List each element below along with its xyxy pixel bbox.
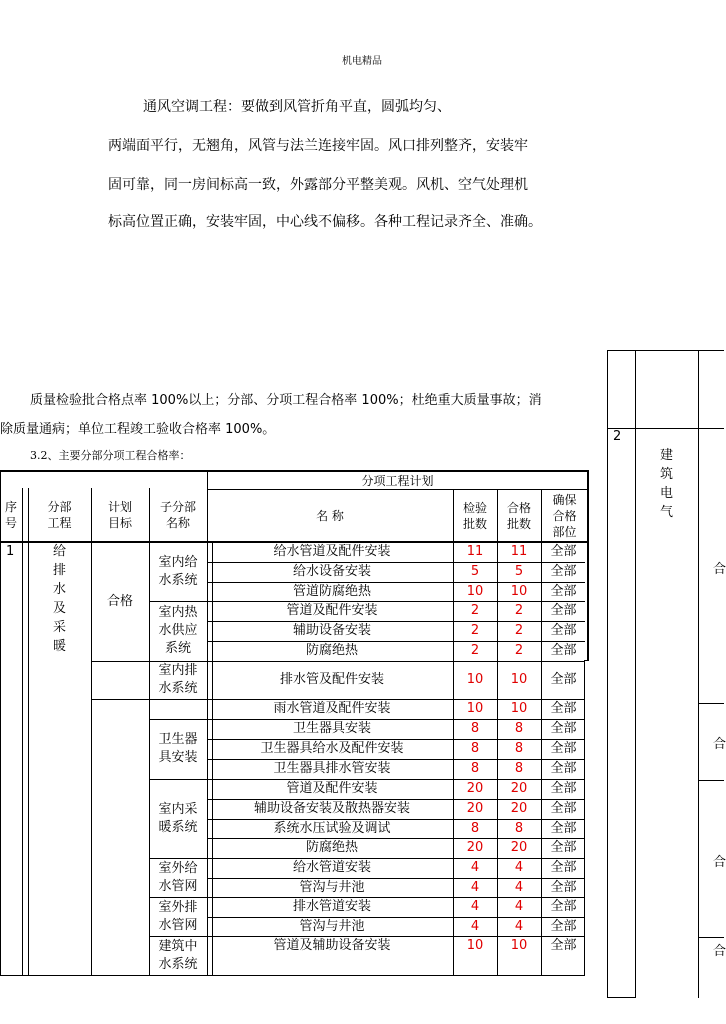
table-line: [207, 699, 585, 700]
cell-pass: 10: [510, 701, 528, 716]
cell-name: 给水设备安装: [292, 564, 371, 579]
header-seq: 序号: [4, 500, 17, 530]
header-target: 计划目标: [107, 500, 132, 530]
cell-ensure: 全部: [550, 603, 577, 618]
cell-pass: 10: [510, 672, 528, 687]
subdivision-cell: 室外给水管网: [158, 860, 198, 894]
table-line: [91, 661, 149, 662]
cell-pass: 20: [510, 801, 528, 816]
rt-border: [607, 350, 608, 998]
intro-line: 固可靠，同一房间标高一致，外露部分平整美观。风机、空气处理机: [108, 177, 528, 193]
cell-ensure: 全部: [550, 918, 577, 934]
cell-inspect: 10: [466, 938, 484, 953]
cell-pass: 20: [510, 781, 528, 796]
table-line: [207, 838, 585, 839]
table-line: [207, 759, 585, 760]
cell-inspect: 20: [466, 801, 484, 816]
cell-ensure: 全部: [550, 672, 577, 687]
cell-pass: 10: [510, 938, 528, 953]
page-header: 机电精品: [342, 56, 382, 67]
rt-border: [607, 350, 724, 351]
cell-inspect: 5: [470, 564, 480, 579]
table-line: [28, 488, 29, 976]
cell-inspect: 10: [466, 672, 484, 687]
cell-ensure: 全部: [550, 761, 577, 776]
cell-inspect: 4: [470, 860, 480, 875]
cell-pass: 2: [514, 643, 524, 658]
table-line: [22, 488, 23, 976]
table-line: [212, 542, 213, 976]
cell-ensure: 全部: [550, 623, 577, 638]
cell-inspect: 8: [470, 721, 480, 736]
intro-line: 通风空调工程：要做到风管折角平直，圆弧均匀、: [143, 99, 451, 115]
row-seq: 1: [6, 544, 15, 559]
header-plan-group: 分项工程计划: [361, 474, 434, 488]
cell-inspect: 2: [470, 603, 480, 618]
cell-inspect: 4: [470, 899, 480, 914]
cell-name: 系统水压试验及调试: [273, 820, 391, 836]
subdivision-cell: 室内给水系统: [158, 554, 198, 588]
table-line: [149, 858, 207, 859]
rt-division: 建筑电气: [660, 448, 674, 520]
cell-ensure: 全部: [550, 860, 577, 875]
cell-name: 防腐绝热: [305, 643, 358, 658]
subdivision-cell: 卫生器具安装: [158, 732, 198, 765]
cell-ensure: 全部: [550, 643, 577, 658]
cell-inspect: 4: [470, 879, 480, 895]
cell-pass: 4: [514, 899, 524, 914]
table-line: [207, 601, 585, 602]
table-line: [149, 719, 207, 720]
cell-ensure: 全部: [550, 721, 577, 736]
cell-name: 卫生器具安装: [292, 721, 371, 736]
table-line: [587, 470, 589, 661]
table-line: [149, 488, 150, 976]
rt-border: [698, 703, 724, 704]
cell-inspect: 20: [466, 840, 484, 855]
table-line: [497, 489, 498, 976]
table-line: [207, 858, 585, 859]
table-line: [149, 601, 207, 602]
table-line: [91, 699, 149, 700]
cell-pass: 2: [514, 603, 524, 618]
target-value: 合格: [106, 593, 133, 609]
cell-name: 管沟与井池: [299, 879, 365, 895]
table-line: [149, 779, 207, 780]
cell-ensure: 全部: [550, 781, 577, 796]
table-line: [207, 641, 585, 642]
cell-inspect: 20: [466, 781, 484, 796]
quality-line: 质量检验批合格点率 100%以上；分部、分项工程合格率 100%；杜绝重大质量事故；消: [30, 393, 542, 408]
rt-target: 合: [713, 562, 726, 577]
subdivision-cell: 室外排水管网: [158, 899, 198, 933]
cell-ensure: 全部: [550, 840, 577, 855]
cell-pass: 11: [510, 544, 528, 559]
rt-border: [698, 350, 699, 998]
header-inspect: 检验批数: [462, 501, 487, 531]
cell-name: 排水管及配件安装: [279, 672, 384, 687]
subdivision-cell: 室内热水供应系统: [158, 605, 198, 656]
table-line: [149, 661, 207, 662]
cell-inspect: 2: [470, 623, 480, 638]
header-subdivision: 子分部名称: [159, 500, 196, 530]
header-ensure: 确保合格部位: [552, 493, 577, 539]
cell-inspect: 8: [470, 761, 480, 776]
cell-pass: 4: [514, 879, 524, 895]
cell-pass: 8: [514, 820, 524, 836]
rt-border: [607, 428, 724, 429]
cell-name: 卫生器具给水及配件安装: [260, 741, 404, 756]
cell-inspect: 2: [470, 643, 480, 658]
table-line: [149, 936, 207, 937]
header-division: 分部工程: [47, 500, 72, 530]
cell-name: 防腐绝热: [305, 840, 358, 855]
table-line: [541, 489, 542, 976]
cell-pass: 5: [514, 564, 524, 579]
cell-pass: 8: [514, 741, 524, 756]
cell-inspect: 11: [466, 544, 484, 559]
cell-ensure: 全部: [550, 899, 577, 914]
table-line: [207, 719, 585, 720]
table-line: [584, 660, 585, 976]
subdivision-cell: 建筑中水系统: [158, 939, 198, 972]
cell-ensure: 全部: [550, 741, 577, 756]
cell-inspect: 8: [470, 741, 480, 756]
table-line: [207, 799, 585, 800]
table-line: [207, 621, 585, 622]
intro-line: 标高位置正确，安装牢固，中心线不偏移。各种工程记录齐全、准确。: [108, 214, 542, 230]
cell-pass: 4: [514, 918, 524, 934]
cell-name: 管道及配件安装: [286, 603, 378, 618]
cell-ensure: 全部: [550, 544, 577, 559]
cell-inspect: 10: [466, 583, 484, 599]
cell-ensure: 全部: [550, 583, 577, 599]
cell-name: 给水管道安装: [292, 860, 371, 875]
table-line: [207, 739, 585, 740]
cell-name: 雨水管道及配件安装: [273, 701, 391, 716]
cell-inspect: 8: [470, 820, 480, 836]
cell-name: 辅助设备安装: [292, 623, 371, 638]
rt-border: [635, 350, 636, 998]
rt-target: 合: [713, 855, 726, 870]
table-line: [207, 917, 585, 918]
cell-ensure: 全部: [550, 938, 577, 953]
subdivision-cell: 室内采暖系统: [158, 801, 198, 835]
cell-pass: 8: [514, 761, 524, 776]
table-line: [207, 936, 585, 937]
rt-border: [607, 997, 635, 998]
rt-target: 合: [713, 737, 726, 752]
header-pass: 合格批数: [506, 501, 531, 531]
cell-pass: 20: [510, 840, 528, 855]
cell-pass: 2: [514, 623, 524, 638]
cell-pass: 4: [514, 860, 524, 875]
cell-name: 管道及辅助设备安装: [273, 938, 391, 953]
table-line: [91, 488, 92, 976]
cell-inspect: 4: [470, 918, 480, 934]
cell-name: 管道防腐绝热: [292, 583, 371, 599]
table-line: [207, 470, 208, 976]
cell-ensure: 全部: [550, 879, 577, 895]
cell-pass: 8: [514, 721, 524, 736]
cell-name: 给水管道及配件安装: [273, 544, 391, 559]
table-line: [0, 541, 588, 543]
table-line: [0, 470, 588, 472]
table-line: [207, 897, 585, 898]
rt-border: [698, 937, 724, 938]
table-line: [149, 897, 207, 898]
table-line: [0, 470, 1, 976]
cell-inspect: 10: [466, 701, 484, 716]
cell-ensure: 全部: [550, 701, 577, 716]
division-name: 给排水及采暖: [52, 544, 66, 654]
cell-ensure: 全部: [550, 820, 577, 836]
table-line: [207, 582, 585, 583]
cell-ensure: 全部: [550, 564, 577, 579]
table-line: [207, 661, 585, 662]
cell-name: 卫生器具排水管安装: [273, 761, 391, 776]
table-line: [453, 489, 454, 976]
section-title: 3.2、主要分部分项工程合格率：: [30, 449, 191, 462]
table-line: [207, 878, 585, 879]
cell-ensure: 全部: [550, 801, 577, 816]
table-line: [149, 699, 207, 700]
rt-target: 合: [713, 944, 726, 959]
rt-border: [698, 780, 724, 781]
table-line: [207, 562, 585, 563]
quality-line: 除质量通病；单位工程竣工验收合格率 100%。: [0, 422, 276, 437]
table-line: [207, 489, 588, 490]
table-line: [207, 779, 585, 780]
cell-name: 辅助设备安装及散热器安装: [253, 801, 410, 816]
table-line: [207, 819, 585, 820]
header-name: 名 称: [316, 509, 344, 523]
cell-name: 管道及配件安装: [286, 781, 378, 796]
subdivision-cell: 室内排水系统: [158, 663, 198, 696]
rt-seq: 2: [613, 429, 622, 444]
cell-name: 排水管道安装: [292, 899, 371, 914]
cell-name: 管沟与井池: [299, 918, 365, 934]
intro-line: 两端面平行，无翘角，风管与法兰连接牢固。风口排列整齐，安装牢: [108, 138, 528, 154]
cell-pass: 10: [510, 583, 528, 599]
